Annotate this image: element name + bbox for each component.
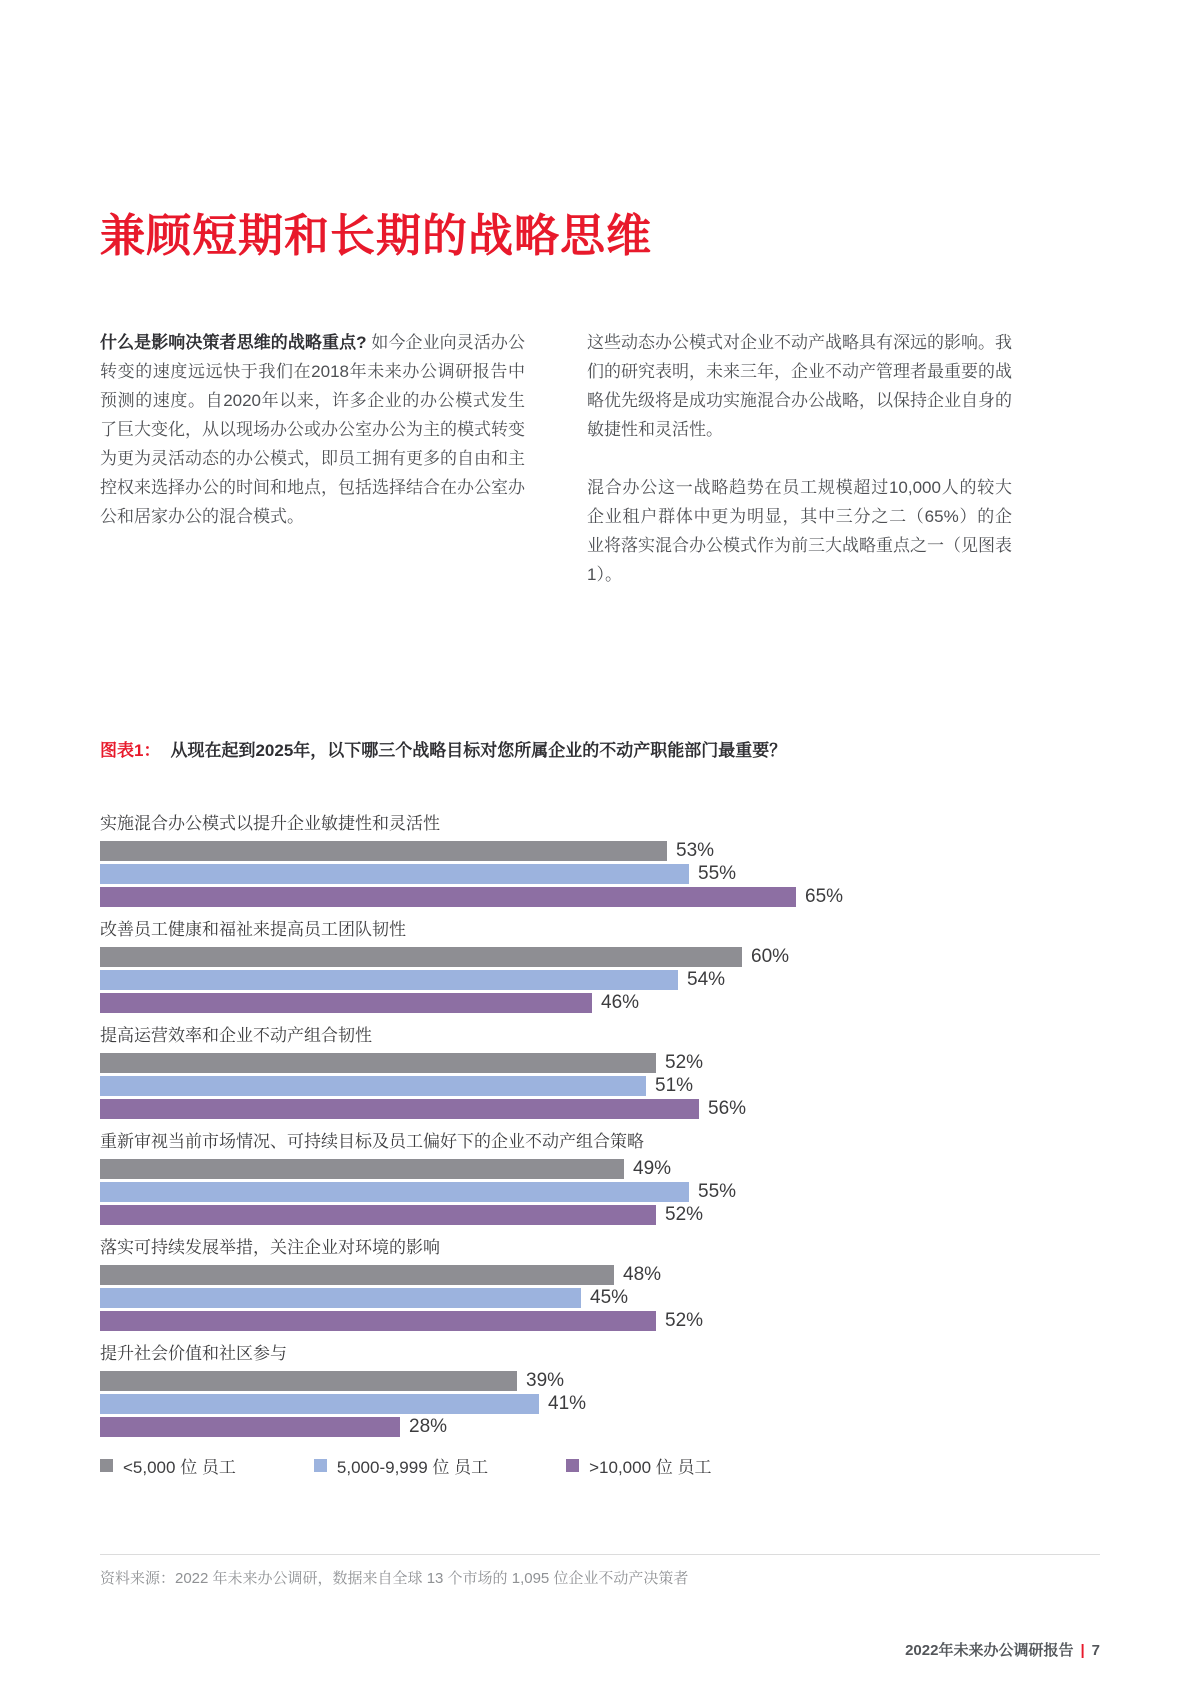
- bar-value-label: 54%: [687, 968, 726, 990]
- bar: [100, 864, 689, 884]
- category-label: 重新审视当前市场情况、可持续目标及员工偏好下的企业不动产组合策略: [100, 1131, 644, 1151]
- bar-value-label: 48%: [623, 1263, 662, 1285]
- legend-label: <5,000 位 员工: [123, 1457, 236, 1477]
- bar-value-label: 52%: [665, 1051, 704, 1073]
- chart-figure-label: 图表1：: [100, 740, 161, 760]
- intro-columns: [100, 328, 1012, 589]
- footer-separator: |: [1080, 1641, 1085, 1659]
- bar: [100, 1311, 656, 1331]
- bar: [100, 1265, 614, 1285]
- bar: [100, 1288, 581, 1308]
- bar: [100, 1182, 689, 1202]
- bar-row: [100, 947, 1100, 967]
- bar-row: [100, 993, 1100, 1013]
- bar: [100, 1205, 656, 1225]
- legend-label: 5,000-9,999 位 员工: [336, 1457, 489, 1477]
- bar-row: [100, 887, 1100, 907]
- legend-item: [314, 1453, 488, 1478]
- chart-group: [100, 1237, 1100, 1331]
- bar-row: [100, 1265, 1100, 1285]
- chart-title-row: [100, 739, 1100, 763]
- bar-value-label: 55%: [698, 1180, 737, 1202]
- bar-row: [100, 841, 1100, 861]
- chart-legend: [100, 1453, 1100, 1478]
- bar: [100, 970, 678, 990]
- bar-row: [100, 1076, 1100, 1096]
- bar-chart: [100, 813, 1100, 1437]
- chart-title: 从现在起到2025年，以下哪三个战略目标对您所属企业的不动产职能部门最重要？: [170, 740, 787, 760]
- bar-row: [100, 864, 1100, 884]
- chart-group: [100, 919, 1100, 1013]
- bar: [100, 1394, 539, 1414]
- bar-value-label: 52%: [665, 1309, 704, 1331]
- bar-row: [100, 1099, 1100, 1119]
- legend-item: [100, 1453, 236, 1478]
- bar-value-label: 51%: [655, 1074, 694, 1096]
- intro-column-left: [100, 328, 525, 589]
- category-label: 落实可持续发展举措，关注企业对环境的影响: [100, 1237, 440, 1257]
- source-note: 资料来源：2022 年未来办公调研，数据来自全球 13 个市场的 1,095 位企业不动产决策者: [100, 1554, 1100, 1589]
- bar-value-label: 28%: [409, 1415, 448, 1437]
- category-label: 实施混合办公模式以提升企业敏捷性和灵活性: [100, 813, 440, 833]
- intro-right-paragraph-2: 混合办公这一战略趋势在员工规模超过10,000人的较大企业租户群体中更为明显，其中三分之二（65%）的企业将落实混合办公模式作为前三大战略重点之一（见图表1）。: [587, 477, 1012, 584]
- legend-swatch-icon: [100, 1459, 113, 1472]
- category-label: 提升社会价值和社区参与: [100, 1343, 287, 1363]
- bar-row: [100, 970, 1100, 990]
- intro-left-paragraph: [100, 328, 525, 531]
- bar-row: [100, 1417, 1100, 1437]
- bar-value-label: 55%: [698, 862, 737, 884]
- bar-row: [100, 1371, 1100, 1391]
- bar-row: [100, 1288, 1100, 1308]
- bar-value-label: 45%: [590, 1286, 629, 1308]
- bar: [100, 947, 742, 967]
- bar-row: [100, 1205, 1100, 1225]
- bar-value-label: 56%: [708, 1097, 747, 1119]
- bar: [100, 887, 796, 907]
- bar-value-label: 46%: [601, 991, 640, 1013]
- bar-value-label: 41%: [548, 1392, 587, 1414]
- intro-right-paragraph-1: 这些动态办公模式对企业不动产战略具有深远的影响。我们的研究表明，未来三年，企业不动产管理者最重要的战略优先级将是成功实施混合办公战略，以保持企业自身的敏捷性和灵活性。: [587, 332, 1012, 439]
- category-label: 提高运营效率和企业不动产组合韧性: [100, 1025, 372, 1045]
- bar: [100, 841, 667, 861]
- chart-group: [100, 1131, 1100, 1225]
- intro-lead-question: 什么是影响决策者思维的战略重点?: [100, 332, 367, 352]
- bar: [100, 1053, 656, 1073]
- bar-row: [100, 1182, 1100, 1202]
- bar-value-label: 49%: [633, 1157, 672, 1179]
- legend-swatch-icon: [314, 1459, 327, 1472]
- chart-group: [100, 1343, 1100, 1437]
- bar: [100, 993, 592, 1013]
- bar-row: [100, 1053, 1100, 1073]
- bar: [100, 1371, 517, 1391]
- page-title: 兼顾短期和长期的战略思维: [100, 210, 653, 261]
- chart-section: [100, 739, 1100, 1478]
- legend-swatch-icon: [566, 1459, 579, 1472]
- intro-column-right: [587, 328, 1012, 589]
- bar-value-label: 53%: [676, 839, 715, 861]
- category-label: 改善员工健康和福祉来提高员工团队韧性: [100, 919, 406, 939]
- bar: [100, 1076, 646, 1096]
- bar: [100, 1099, 699, 1119]
- chart-group: [100, 1025, 1100, 1119]
- legend-label: >10,000 位 员工: [589, 1457, 712, 1477]
- bar-value-label: 60%: [751, 945, 790, 967]
- bar: [100, 1159, 624, 1179]
- footer-report-title: 2022年未来办公调研报告: [905, 1641, 1074, 1659]
- bar-value-label: 52%: [665, 1203, 704, 1225]
- bar-row: [100, 1394, 1100, 1414]
- bar-value-label: 65%: [805, 885, 844, 907]
- intro-left-body: 如今企业向灵活办公转变的速度远远快于我们在2018年未来办公调研报告中预测的速度。自2020年以来，许多企业的办公模式发生了巨大变化，从以现场办公或办公室办公为主的模式转变为更为灵活动态的办公模式，即员工拥有更多的自由和主控权来选择办公的时间和地点，包括选择结合在办公室办公和居家办公的混合模式。: [100, 332, 525, 526]
- bar-value-label: 39%: [526, 1369, 565, 1391]
- bar-row: [100, 1311, 1100, 1331]
- bar: [100, 1417, 400, 1437]
- bar-row: [100, 1159, 1100, 1179]
- legend-item: [566, 1453, 711, 1478]
- footer-page-number: 7: [1091, 1641, 1100, 1659]
- chart-group: [100, 813, 1100, 907]
- page-footer: [100, 1639, 1100, 1660]
